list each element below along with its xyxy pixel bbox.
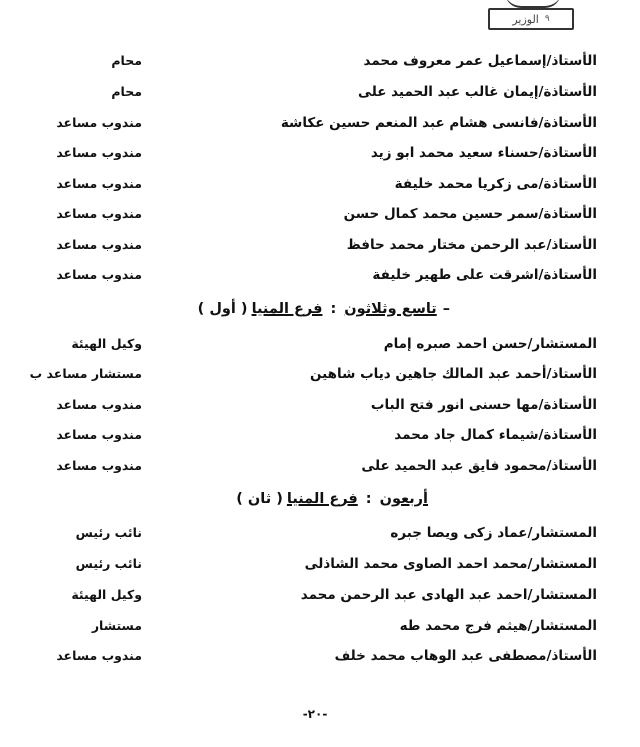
member-title: محام bbox=[111, 84, 142, 99]
member-title: مستشار مساعد ب bbox=[29, 366, 142, 381]
member-name: المستشار/هيثم فرج محمد طه bbox=[399, 618, 597, 634]
member-name: المستشار/محمد احمد الصاوى محمد الشاذلى bbox=[304, 556, 597, 572]
list-item bbox=[0, 618, 640, 640]
list-item bbox=[0, 366, 640, 388]
list-item bbox=[0, 427, 640, 449]
list-item bbox=[0, 84, 640, 106]
list-item bbox=[0, 336, 640, 358]
heading-number: أربعون bbox=[379, 491, 428, 507]
list-item bbox=[0, 525, 640, 547]
member-name: الأستاذ/مصطفى عبد الوهاب محمد خلف bbox=[334, 648, 597, 664]
list-item bbox=[0, 587, 640, 609]
member-name: الأستاذ/إسماعيل عمر معروف محمد bbox=[363, 53, 597, 69]
heading-dash: – bbox=[442, 301, 450, 317]
list-item bbox=[0, 458, 640, 480]
member-name: الأستاذ/محمود فايق عبد الحميد على bbox=[361, 458, 597, 474]
list-item bbox=[0, 237, 640, 259]
list-item bbox=[0, 556, 640, 578]
member-title: مندوب مساعد bbox=[56, 648, 142, 663]
list-item bbox=[0, 267, 640, 289]
member-name: الأستاذة/حسناء سعيد محمد ابو زيد bbox=[370, 145, 597, 161]
member-title: مستشار bbox=[91, 618, 142, 633]
member-title: نائب رئيس bbox=[75, 525, 142, 540]
member-name: الأستاذة/مها حسنى انور فتح الباب bbox=[370, 397, 597, 413]
section-heading-40 bbox=[236, 491, 428, 507]
member-title: مندوب مساعد bbox=[56, 145, 142, 160]
member-name: الأستاذة/مى زكريا محمد خليفة bbox=[394, 176, 597, 192]
member-name: المستشار/حسن احمد صبره إمام bbox=[383, 336, 597, 352]
member-title: وكيل الهيئة bbox=[71, 336, 142, 351]
list-item bbox=[0, 397, 640, 419]
stamp-mark: ٩ bbox=[544, 14, 550, 24]
member-name: الأستاذة/سمر حسين محمد كمال حسن bbox=[343, 206, 597, 222]
member-name: الأستاذ/عبد الرحمن مختار محمد حافظ bbox=[346, 237, 597, 253]
member-title: مندوب مساعد bbox=[56, 237, 142, 252]
heading-branch: فرع المنيا bbox=[251, 301, 323, 317]
member-name: الأستاذة/إيمان غالب عبد الحميد على bbox=[358, 84, 597, 100]
member-name: الأستاذ/أحمد عبد المالك جاهين دياب شاهين bbox=[310, 366, 597, 382]
member-name: الأستاذة/اشرقت على طهير خليفة bbox=[372, 267, 597, 283]
member-title: محام bbox=[111, 53, 142, 68]
list-item bbox=[0, 145, 640, 167]
member-title: مندوب مساعد bbox=[56, 458, 142, 473]
member-title: مندوب مساعد bbox=[56, 115, 142, 130]
member-title: مندوب مساعد bbox=[56, 427, 142, 442]
list-item bbox=[0, 206, 640, 228]
member-name: المستشار/احمد عبد الهادى عبد الرحمن محمد bbox=[300, 587, 597, 603]
list-item bbox=[0, 176, 640, 198]
minister-stamp bbox=[488, 8, 574, 30]
section-heading-39 bbox=[198, 301, 450, 317]
heading-colon: : bbox=[330, 301, 337, 317]
member-title: مندوب مساعد bbox=[56, 397, 142, 412]
heading-qualifier: ( أول ) bbox=[197, 301, 248, 317]
heading-number: تاسع وثلاثون bbox=[344, 301, 437, 317]
member-title: نائب رئيس bbox=[75, 556, 142, 571]
member-title: مندوب مساعد bbox=[56, 176, 142, 191]
list-item bbox=[0, 648, 640, 670]
member-title: مندوب مساعد bbox=[56, 267, 142, 282]
stamp-label: الوزير bbox=[512, 12, 539, 26]
member-name: الأستاذة/فانسى هشام عبد المنعم حسين عكاشة bbox=[280, 115, 597, 131]
member-name: المستشار/عماد زكى ويصا جبره bbox=[390, 525, 597, 541]
heading-colon: : bbox=[365, 491, 372, 507]
member-title: مندوب مساعد bbox=[56, 206, 142, 221]
member-title: وكيل الهيئة bbox=[71, 587, 142, 602]
page-number: -٢٠- bbox=[302, 707, 328, 721]
list-item bbox=[0, 115, 640, 137]
heading-qualifier: ( ثان ) bbox=[236, 491, 283, 507]
emblem-arc bbox=[505, 0, 561, 8]
heading-branch: فرع المنيا bbox=[286, 491, 358, 507]
member-name: الأستاذة/شيماء كمال جاد محمد bbox=[394, 427, 597, 443]
list-item bbox=[0, 53, 640, 75]
